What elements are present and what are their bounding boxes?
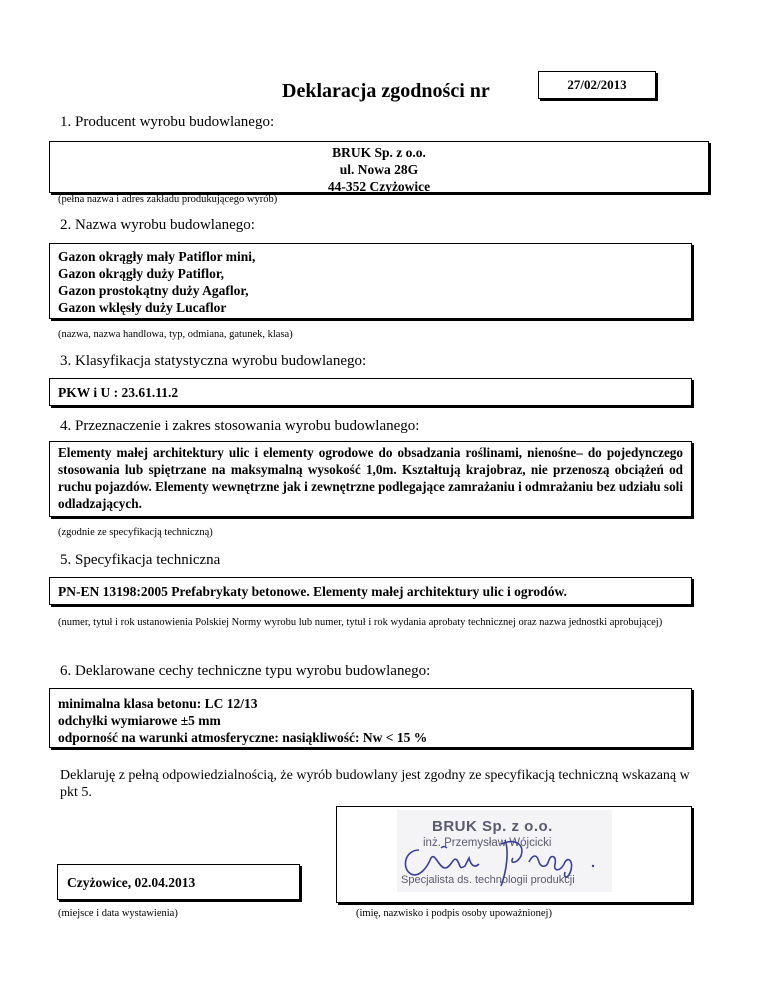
feature-line: minimalna klasa betonu: LC 12/13 (58, 696, 258, 711)
purpose-box (49, 441, 692, 517)
section-4-heading: 4. Przeznaczenie i zakres stosowania wyrobu budowlanego: (60, 418, 420, 434)
classification-box (49, 378, 692, 406)
declaration-text: Deklaruję z pełną odpowiedzialnością, że wyrób budowlany jest zgodny ze specyfikacją techniczną wskazaną w pkt 5. (60, 768, 690, 800)
place-date-value: Czyżowice, 02.04.2013 (67, 875, 196, 890)
stamp-name: inż. Przemysław Wójcicki (423, 837, 552, 849)
purpose-text: Elementy małej architektury ulic i elementy ogrodowe do obsadzania roślinami, nienośne– do pojedynczego stosowania lub spiętrzane na maksymalną wysokość 1,0m. Kształtują krajobraz, nie przenoszą obciążeń od ruchu pojazdów. Elementy wewnętrzne jak i zewnętrzne podlegające zamrażaniu i odmrażaniu bez udziału soli odladzających. (58, 445, 683, 511)
signature-box (336, 806, 692, 903)
feature-line: odporność na warunki atmosferyczne: nasiąkliwość: Nw < 15 % (58, 730, 428, 745)
product-name-line: Gazon prostokątny duży Agaflor, (58, 283, 249, 298)
classification-value: PKW i U : 23.61.11.2 (58, 385, 179, 400)
section-1-note: (pełna nazwa i adres zakładu produkującego wyrób) (58, 194, 278, 205)
specification-box (49, 577, 692, 605)
section-6-heading: 6. Deklarowane cechy techniczne typu wyrobu budowlanego: (60, 663, 431, 679)
stamp-role: Specjalista ds. technologii produkcji (401, 874, 575, 886)
section-5-note: (numer, tytuł i rok ustanowienia Polskiej Normy wyrobu lub numer, tytuł i rok wydania aprobaty technicznej oraz nazwa jednostki aprobującej) (58, 617, 663, 628)
declaration-number-box (538, 71, 656, 99)
product-name-line: Gazon wklęsły duży Lucaflor (58, 300, 227, 315)
feature-line: odchyłki wymiarowe ±5 mm (58, 713, 221, 728)
product-name-box (49, 243, 692, 319)
product-name-line: Gazon okrągły mały Patiflor mini, (58, 249, 256, 264)
producer-line: BRUK Sp. z o.o. (332, 145, 426, 160)
specification-value: PN-EN 13198:2005 Prefabrykaty betonowe. Elementy małej architektury ulic i ogrodów. (58, 584, 567, 599)
place-date-note: (miejsce i data wystawienia) (58, 908, 178, 919)
section-2-note: (nazwa, nazwa handlowa, typ, odmiana, gatunek, klasa) (58, 329, 293, 340)
section-3-heading: 3. Klasyfikacja statystyczna wyrobu budowlanego: (60, 353, 367, 369)
document-title: Deklaracja zgodności nr (282, 80, 490, 102)
product-name-line: Gazon okrągły duży Patiflor, (58, 266, 225, 281)
place-date-box (57, 864, 300, 900)
section-5-heading: 5. Specyfikacja techniczna (60, 552, 221, 568)
features-box (49, 688, 692, 748)
handwritten-signature (397, 810, 612, 892)
producer-box (49, 141, 709, 193)
section-1-heading: 1. Producent wyrobu budowlanego: (60, 114, 275, 130)
signature-note: (imię, nazwisko i podpis osoby upoważnionej) (356, 908, 552, 919)
section-4-note: (zgodnie ze specyfikacją techniczną) (58, 527, 213, 538)
stamp-company: BRUK Sp. z o.o. (432, 818, 553, 835)
producer-line: ul. Nowa 28G (339, 162, 419, 177)
section-2-heading: 2. Nazwa wyrobu budowlanego: (60, 217, 255, 233)
signature-stamp (397, 810, 612, 892)
declaration-number: 27/02/2013 (567, 77, 627, 92)
producer-line: 44-352 Czyżowice (327, 179, 431, 194)
